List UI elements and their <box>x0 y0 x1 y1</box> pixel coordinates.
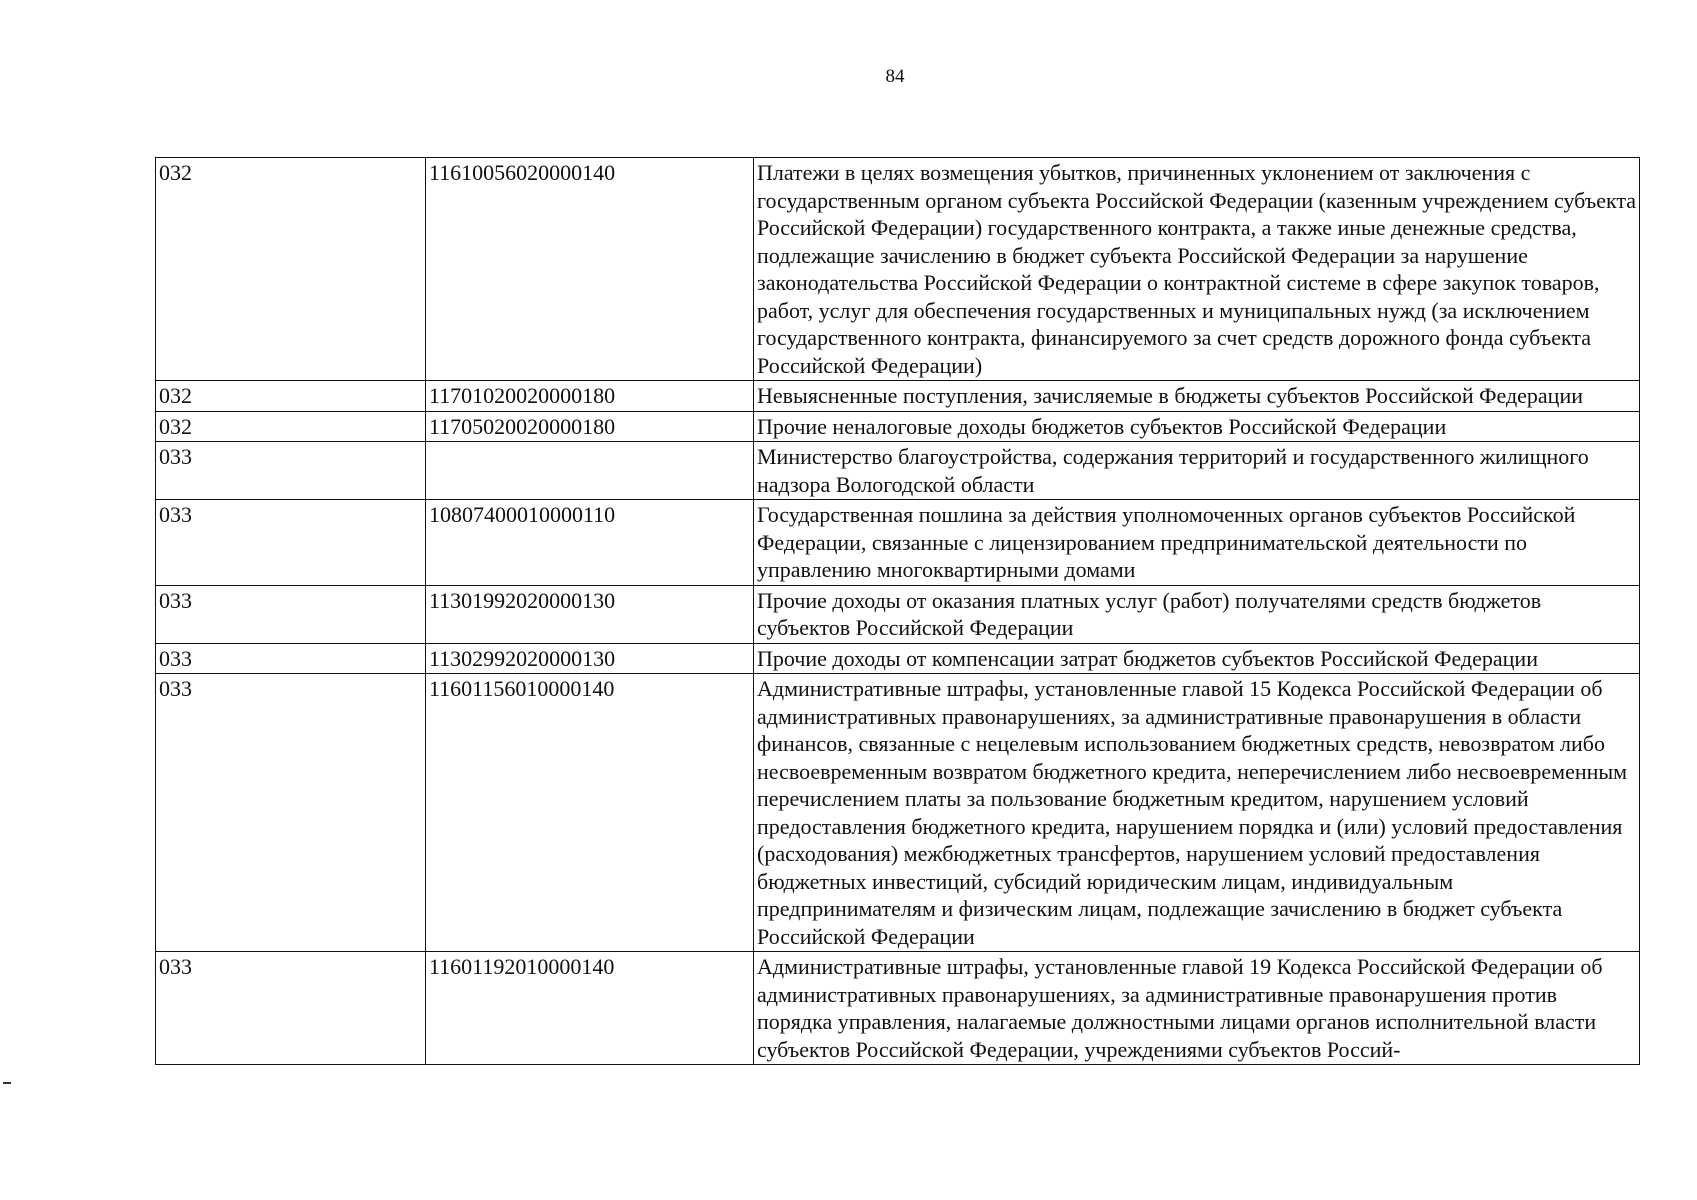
revenue-code-cell: 11601156010000140 <box>426 674 754 952</box>
table-row <box>156 158 1640 381</box>
revenue-name-cell: Прочие неналоговые доходы бюджетов субъектов Российской Федерации <box>754 411 1640 442</box>
page-number: 84 <box>885 66 905 87</box>
revenue-code-cell: 11601192010000140 <box>426 952 754 1065</box>
revenue-code-cell: 11302992020000130 <box>426 643 754 674</box>
revenue-name-cell: Прочие доходы от компенсации затрат бюджетов субъектов Российской Федерации <box>754 643 1640 674</box>
admin-code-cell: 033 <box>156 585 426 643</box>
table-row <box>156 381 1640 412</box>
table-row <box>156 585 1640 643</box>
revenue-name-cell: Платежи в целях возмещения убытков, причиненных уклонением от заключения с государственным органом субъекта Российской Федерации (казенным учреждением субъекта Российской Федерации) государственного контракта, а также иные денежные средства, подлежащие зачислению в бюджет субъекта Российской Федерации за нарушение законодательства Российской Федерации о контрактной системе в сфере закупок товаров, работ, услуг для обеспечения государственных и муниципальных нужд (за исключением государственного контракта, финансируемого за счет средств дорожного фонда субъекта Российской Федерации) <box>754 158 1640 381</box>
table-row <box>156 442 1640 500</box>
revenue-code-cell: 10807400010000110 <box>426 500 754 586</box>
admin-code-cell: 032 <box>156 158 426 381</box>
admin-code-cell: 033 <box>156 500 426 586</box>
table-row <box>156 674 1640 952</box>
revenue-code-cell <box>426 442 754 500</box>
revenue-name-cell: Государственная пошлина за действия уполномоченных органов субъектов Российской Федерации, связанные с лицензированием предпринимательской деятельности по управлению многоквартирными домами <box>754 500 1640 586</box>
admin-code-cell: 033 <box>156 674 426 952</box>
table-row <box>156 411 1640 442</box>
admin-code-cell: 033 <box>156 442 426 500</box>
revenue-name-cell: Невыясненные поступления, зачисляемые в бюджеты субъектов Российской Федерации <box>754 381 1640 412</box>
table-row <box>156 952 1640 1065</box>
margin-mark <box>3 1082 11 1084</box>
revenue-code-cell: 11610056020000140 <box>426 158 754 381</box>
revenue-code-cell: 11701020020000180 <box>426 381 754 412</box>
revenue-name-cell: Административные штрафы, установленные главой 15 Кодекса Российской Федерации об административных правонарушениях, за административные правонарушения в области финансов, связанные с нецелевым использованием бюджетных средств, невозвратом либо несвоевременным возвратом бюджетного кредита, неперечислением либо несвоевременным перечислением платы за пользование бюджетным кредитом, нарушением условий предоставления бюджетного кредита, нарушением порядка и (или) условий предоставления (расходования) межбюджетных трансфертов, нарушением условий предоставления бюджетных инвестиций, субсидий юридическим лицам, индивидуальным предпринимателям и физическим лицам, подлежащие зачислению в бюджет субъекта Российской Федерации <box>754 674 1640 952</box>
admin-code-cell: 032 <box>156 411 426 442</box>
revenue-name-cell: Министерство благоустройства, содержания территорий и государственного жилищного надзора Вологодской области <box>754 442 1640 500</box>
table-row <box>156 643 1640 674</box>
admin-code-cell: 033 <box>156 952 426 1065</box>
revenue-name-cell: Административные штрафы, установленные главой 19 Кодекса Российской Федерации об административных правонарушениях, за административные правонарушения против порядка управления, налагаемые должностными лицами органов исполнительной власти субъектов Российской Федерации, учреждениями субъектов Россий- <box>754 952 1640 1065</box>
revenue-name-cell: Прочие доходы от оказания платных услуг (работ) получателями средств бюджетов субъектов Российской Федерации <box>754 585 1640 643</box>
revenue-code-cell: 11705020020000180 <box>426 411 754 442</box>
admin-code-cell: 033 <box>156 643 426 674</box>
revenue-classification-table <box>155 157 1640 1065</box>
revenue-code-cell: 11301992020000130 <box>426 585 754 643</box>
table-row <box>156 500 1640 586</box>
admin-code-cell: 032 <box>156 381 426 412</box>
